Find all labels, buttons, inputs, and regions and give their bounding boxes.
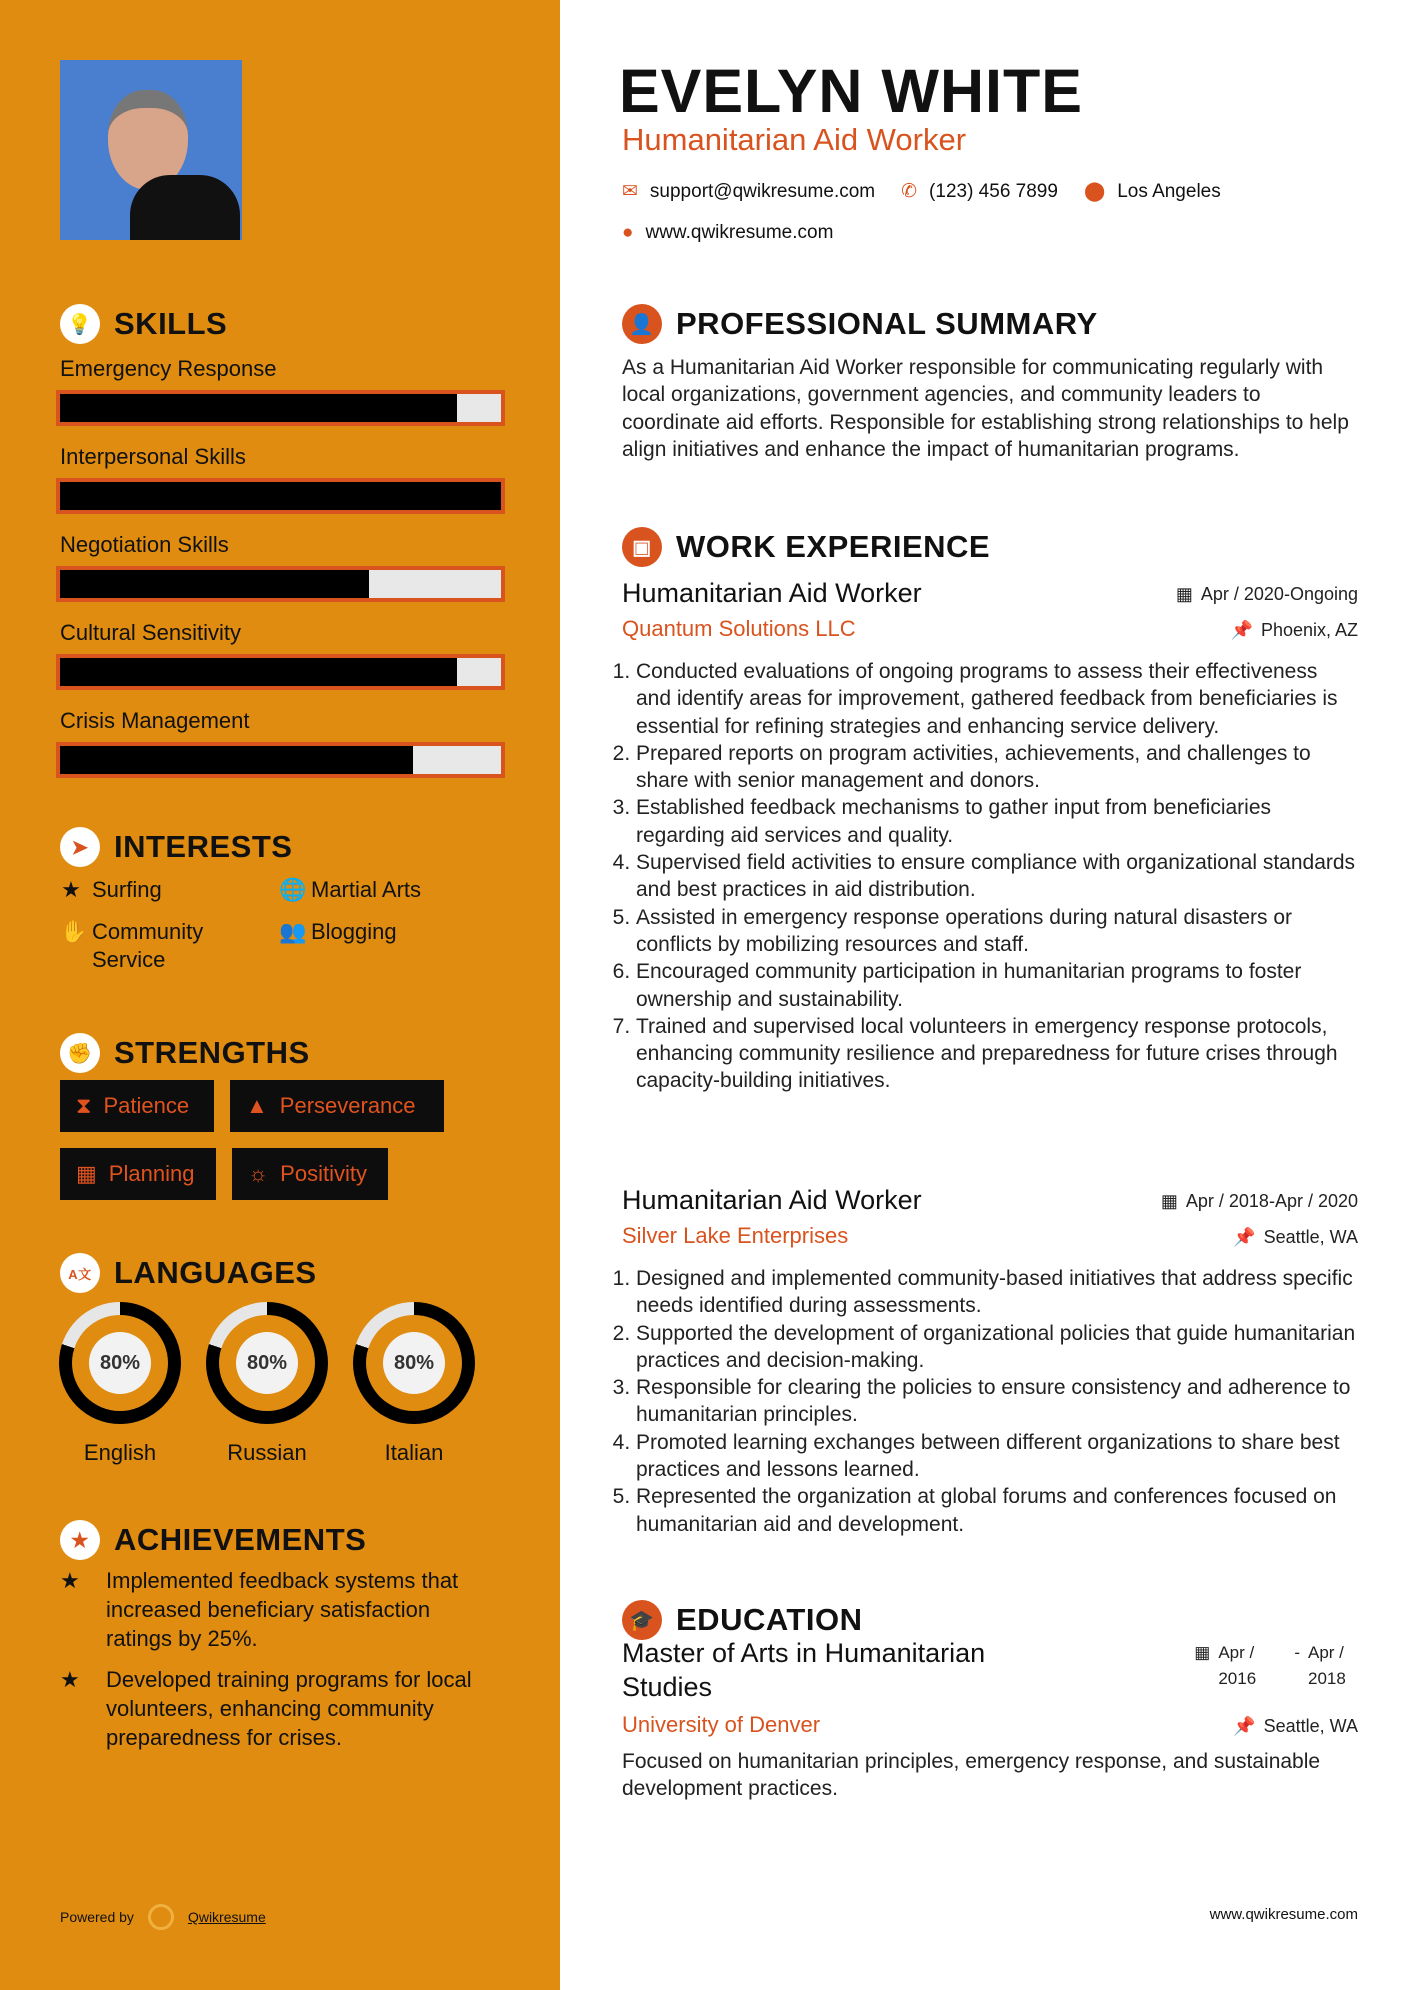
company: Quantum Solutions LLC — [622, 616, 856, 641]
summary-text: As a Humanitarian Aid Worker responsible for communicating regularly with local organizations, government agencies, and community leaders to coordinate aid efforts. Responsible for establishing strong relationships to help align initiatives and enhance the impact of humanitarian programs. — [622, 356, 1349, 461]
school: University of Denver — [622, 1712, 821, 1737]
education-description: Focused on humanitarian principles, emergency response, and sustainable development practices. — [622, 1750, 1321, 1801]
interest-item: 🌐 Martial Arts — [279, 877, 422, 902]
qwikresume-link[interactable]: Qwikresume — [187, 1909, 266, 1925]
pushpin-icon: 📌 — [1230, 620, 1253, 640]
job-bullet: 4. Promoted learning exchanges between different organizations to share best practices and lessons learned. — [636, 1429, 1358, 1484]
job-bullet: 6. Encouraged community participation in humanitarian programs to foster ownership and sustainability. — [636, 958, 1358, 1013]
paper-plane-icon: ➤ — [60, 827, 100, 867]
road-icon: ▲ — [246, 1093, 268, 1118]
job-bullet: 4. Supervised field activities to ensure compliance with organizational standards and best practices in aid distribution. — [636, 849, 1358, 904]
job-bullets — [618, 1265, 1358, 1538]
skill-bar-fill — [60, 394, 457, 422]
skill-bar-fill — [60, 658, 457, 686]
profile-photo — [60, 60, 242, 240]
skill-bar — [56, 390, 505, 426]
interest-item: ✋ Community Service — [60, 919, 204, 972]
website-link[interactable]: www.qwikresume.com — [645, 222, 834, 243]
degree: Master of Arts in Humanitarian Studies — [622, 1638, 986, 1702]
education-location: 📌 Seattle, WA — [1233, 1716, 1358, 1736]
users-icon: 👥 — [279, 919, 307, 944]
language-label: Italian — [384, 1440, 444, 1465]
qwikresume-logo-icon — [148, 1904, 174, 1930]
pushpin-icon: 📌 — [1233, 1227, 1256, 1247]
achievement-item: ★ Implemented feedback systems that increased beneficiary satisfaction ratings by 25%. — [60, 1568, 459, 1651]
envelope-icon: ✉ — [622, 181, 638, 202]
language-label: Russian — [227, 1440, 307, 1465]
trophy-star-icon: ★ — [60, 1520, 100, 1560]
skill-bar — [56, 654, 505, 690]
graduate-icon: 🎓 — [622, 1600, 662, 1640]
skill-bar-fill — [60, 570, 369, 598]
sun-icon: ☼ — [248, 1161, 269, 1186]
job-bullet: 1. Designed and implemented community-based initiatives that address specific needs identified during assessments. — [636, 1265, 1358, 1320]
language-donut: 80% — [353, 1302, 475, 1424]
languages-heading: A文 LANGUAGES — [60, 1253, 317, 1293]
strengths-heading: ✊ STRENGTHS — [60, 1033, 310, 1073]
interests-heading: ➤ INTERESTS — [60, 827, 292, 867]
achievement-item: ★ Developed training programs for local volunteers, enhancing community preparedness for crises. — [60, 1667, 472, 1750]
star-icon: ★ — [60, 1667, 80, 1692]
skill-bar — [56, 742, 505, 778]
email-link[interactable]: support@qwikresume.com — [649, 180, 876, 202]
skill-label: Crisis Management — [60, 708, 250, 733]
strength-badge: ☼ Positivity — [232, 1148, 388, 1200]
star-icon: ★ — [61, 877, 81, 902]
job-bullet: 2. Prepared reports on program activities, achievements, and challenges to share with senior management and donors. — [636, 740, 1358, 795]
interest-item: 👥 Blogging — [279, 919, 397, 944]
globe-icon: ● — [622, 222, 634, 243]
lightbulb-icon: 💡 — [60, 304, 100, 344]
strength-badge: ▲ Perseverance — [230, 1080, 444, 1132]
skill-label: Interpersonal Skills — [60, 444, 246, 469]
calendar-icon: ▦ — [76, 1161, 97, 1186]
job-title: Humanitarian Aid Worker — [622, 1185, 922, 1215]
job-date: ▦ Apr / 2020-Ongoing — [1175, 584, 1358, 604]
job-bullet: 1. Conducted evaluations of ongoing programs to assess their effectiveness and identify areas for improvement, gathered feedback from beneficiaries is essential for refining strategies and enhancing service delivery. — [636, 658, 1358, 740]
globe-icon: 🌐 — [279, 877, 307, 902]
footer-url[interactable]: www.qwikresume.com — [1209, 1906, 1358, 1923]
language-label: English — [83, 1440, 157, 1465]
job-bullet: 5. Assisted in emergency response operations during natural disasters or conflicts by mobilizing resources and staff. — [636, 904, 1358, 959]
job-bullet: 7. Trained and supervised local volunteers in emergency response protocols, enhancing community resilience and preparedness for future crises through capacity-building initiatives. — [636, 1013, 1358, 1095]
calendar-icon: ▦ — [1160, 1191, 1178, 1211]
work-heading: ▣ WORK EXPERIENCE — [622, 527, 990, 567]
job-bullet: 3. Responsible for clearing the policies to ensure consistency and adherence to humanitarian principles. — [636, 1374, 1358, 1429]
job-title: Humanitarian Aid Worker — [622, 122, 967, 157]
job-title: Humanitarian Aid Worker — [622, 578, 922, 608]
powered-by: Powered by Qwikresume — [60, 1904, 266, 1930]
contact-row: ✉ support@qwikresume.com ✆ (123) 456 7899 ⬤ Los Angeles — [622, 180, 1221, 202]
job-bullet: 2. Supported the development of organizational policies that guide humanitarian practices and decision-making. — [636, 1320, 1358, 1375]
skill-bar-fill — [60, 746, 413, 774]
calendar-icon: ▦ — [1194, 1643, 1211, 1662]
skill-label: Cultural Sensitivity — [60, 620, 241, 645]
candidate-name: EVELYN WHITE — [619, 57, 1083, 125]
skill-label: Emergency Response — [60, 356, 277, 381]
summary-heading: 👤 PROFESSIONAL SUMMARY — [622, 304, 1098, 344]
job-location: 📌 Phoenix, AZ — [1230, 620, 1358, 640]
fist-icon: ✊ — [60, 1033, 100, 1073]
hand-icon: ✋ — [60, 919, 88, 944]
map-marker-icon: ⬤ — [1083, 181, 1106, 202]
achievements-heading: ★ ACHIEVEMENTS — [60, 1520, 366, 1560]
website-row — [622, 222, 833, 244]
education-heading: 🎓 EDUCATION — [622, 1600, 862, 1640]
job-bullets — [618, 658, 1358, 1095]
skill-label: Negotiation Skills — [60, 532, 229, 557]
calendar-icon: ▦ — [1175, 584, 1193, 604]
job-location: 📌 Seattle, WA — [1233, 1227, 1358, 1247]
skills-heading: 💡 SKILLS — [60, 304, 227, 344]
user-icon: 👤 — [622, 304, 662, 344]
hourglass-icon: ⧗ — [76, 1093, 92, 1118]
language-icon: A文 — [60, 1253, 100, 1293]
language-donut: 80% — [59, 1302, 181, 1424]
education-dates: ▦ Apr / 2016 - Apr / 2018 — [1194, 1640, 1358, 1692]
job-bullet: 3. Established feedback mechanisms to gather input from beneficiaries regarding aid services and quality. — [636, 794, 1358, 849]
skill-bar — [56, 478, 505, 514]
language-donut: 80% — [206, 1302, 328, 1424]
briefcase-icon: ▣ — [622, 527, 662, 567]
skill-bar-fill — [60, 482, 501, 510]
star-icon: ★ — [60, 1568, 80, 1593]
phone-icon: ✆ — [901, 181, 918, 202]
job-bullet: 5. Represented the organization at global forums and conferences focused on humanitarian aid and development. — [636, 1483, 1358, 1538]
skill-bar — [56, 566, 505, 602]
interest-item: ★ Surfing — [61, 877, 162, 902]
job-date: ▦ Apr / 2018-Apr / 2020 — [1160, 1191, 1358, 1211]
company: Silver Lake Enterprises — [622, 1223, 849, 1248]
strength-badge: ⧗ Patience — [60, 1080, 214, 1132]
pushpin-icon: 📌 — [1233, 1716, 1256, 1736]
strength-badge: ▦ Planning — [60, 1148, 216, 1200]
